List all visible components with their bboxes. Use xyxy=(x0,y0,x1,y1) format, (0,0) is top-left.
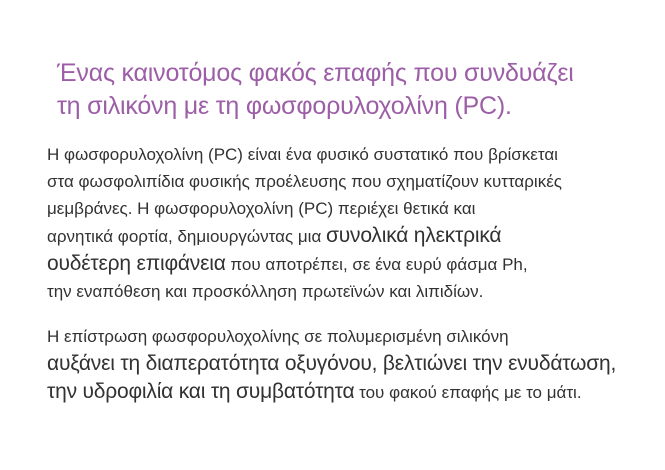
body-text-line xyxy=(47,222,647,250)
emphasized-text: αυξάνει τη διαπερατότητα οξυγόνου, βελτιώνει την ενυδάτωση, xyxy=(47,352,617,375)
body-text-segment: που αποτρέπει, σε ένα ευρύ φάσμα Ph, xyxy=(225,255,528,274)
page-title-line-1: Ένας καινοτόμος φακός επαφής που συνδυάζει xyxy=(57,59,574,87)
body-paragraph-1 xyxy=(47,141,647,305)
emphasized-text: την υδροφιλία και τη συμβατότητα xyxy=(47,380,355,403)
body-text-line xyxy=(47,278,647,305)
body-text-line xyxy=(47,250,647,278)
body-text-line xyxy=(47,141,647,168)
body-text-line xyxy=(47,378,647,406)
page-title-line-2: τη σιλικόνη με τη φωσφορυλοχολίνη (PC). xyxy=(57,92,512,120)
body-text-segment: μεμβράνες. Η φωσφορυλοχολίνη (PC) περιέχει θετικά και xyxy=(47,199,476,218)
body-text-segment: Η επίστρωση φωσφορυλοχολίνης σε πολυμερισμένη σιλικόνη xyxy=(47,327,509,346)
body-text xyxy=(47,141,647,406)
page-title xyxy=(57,57,637,123)
body-text-segment: Η φωσφορυλοχολίνη (PC) είναι ένα φυσικό συστατικό που βρίσκεται xyxy=(47,145,558,164)
body-text-segment: στα φωσφολιπίδια φυσικής προέλευσης που σχηματίζουν κυτταρικές xyxy=(47,172,562,191)
body-text-line xyxy=(47,195,647,222)
body-text-line xyxy=(47,323,647,350)
body-text-segment: την εναπόθεση και προσκόλληση πρωτεϊνών και λιπιδίων. xyxy=(47,282,484,301)
emphasized-text: ουδέτερη επιφάνεια xyxy=(47,252,226,275)
emphasized-text: συνολικά ηλεκτρικά xyxy=(326,224,502,247)
body-text-line xyxy=(47,168,647,195)
body-text-segment: του φακού επαφής με το μάτι. xyxy=(354,383,582,402)
body-text-segment: αρνητικά φορτία, δημιουργώντας μια xyxy=(47,227,326,246)
body-paragraph-2 xyxy=(47,323,647,406)
body-text-line xyxy=(47,350,647,378)
